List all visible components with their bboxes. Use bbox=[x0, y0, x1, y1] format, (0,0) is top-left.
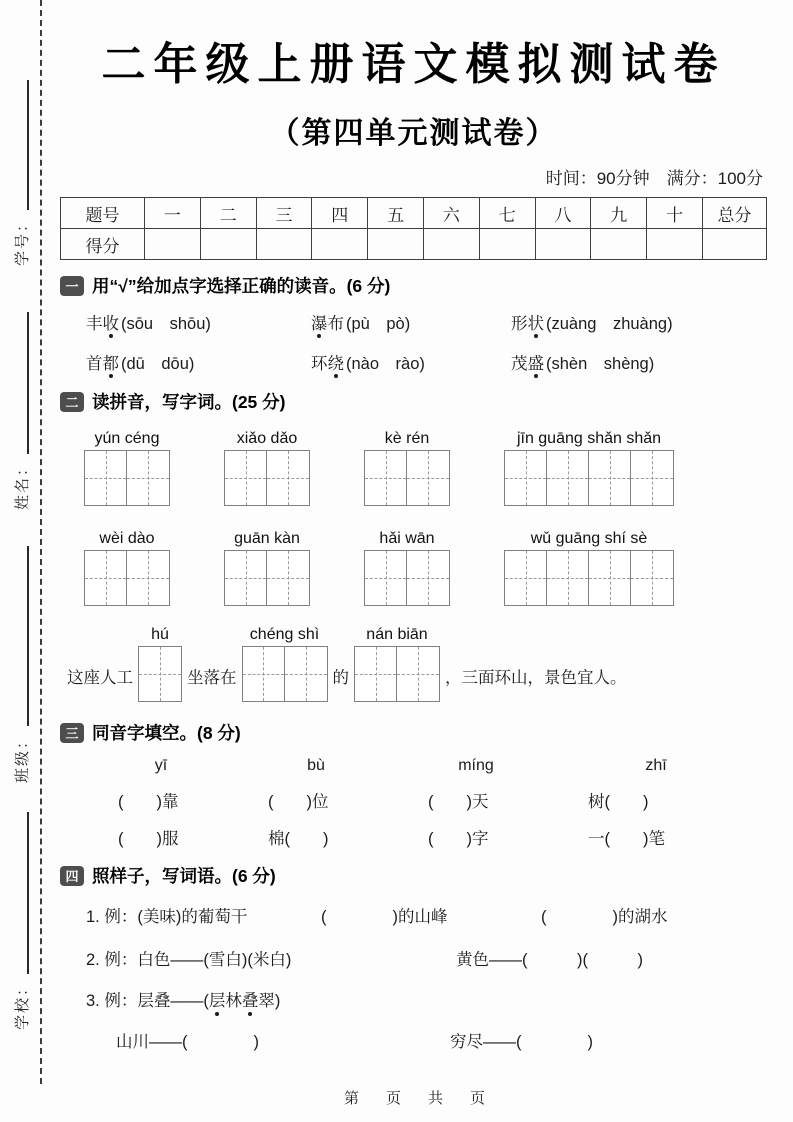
q3-number-badge: 三 bbox=[60, 723, 84, 743]
score-cell bbox=[423, 229, 479, 260]
pinyin-label: zhī bbox=[645, 757, 667, 774]
q4-blank: 穷尽——( ) bbox=[450, 1033, 593, 1051]
q4-line4 bbox=[86, 1028, 767, 1052]
score-table-header: 五 bbox=[368, 198, 424, 229]
pinyin-writing-box bbox=[224, 530, 310, 606]
pinyin-writing-box bbox=[84, 430, 170, 506]
writing-cell bbox=[267, 551, 309, 605]
writing-grid bbox=[504, 550, 674, 606]
writing-cell bbox=[505, 551, 547, 605]
writing-grid bbox=[224, 550, 310, 606]
q1-pinyin-options: (shèn shèng) bbox=[546, 355, 655, 373]
q2-row1 bbox=[84, 430, 767, 506]
score-table-header: 八 bbox=[535, 198, 591, 229]
pinyin-label: hú bbox=[151, 626, 169, 643]
student-name-field bbox=[0, 456, 42, 512]
pinyin-writing-box bbox=[504, 430, 674, 506]
class-field bbox=[0, 729, 42, 785]
writing-cell bbox=[365, 551, 407, 605]
pinyin-label: yún céng bbox=[94, 430, 160, 447]
writing-cell bbox=[225, 551, 267, 605]
q4-line3: 3. 例：层叠——( 层 林 叠 翠) bbox=[86, 987, 767, 1011]
pinyin-writing-box bbox=[364, 530, 450, 606]
q1-pinyin-options: (sōu shōu) bbox=[121, 315, 211, 333]
q4-line2 bbox=[86, 946, 767, 970]
sentence-text: 坐落在 bbox=[187, 669, 237, 687]
q1-items bbox=[86, 310, 767, 374]
school-field bbox=[0, 976, 42, 1032]
pinyin-writing-box bbox=[138, 626, 182, 702]
q2-number-badge: 二 bbox=[60, 392, 84, 412]
dotted-char: 瀑 bbox=[311, 315, 328, 333]
pinyin-writing-box bbox=[242, 626, 328, 702]
pinyin-label: jīn guāng shǎn shǎn bbox=[516, 430, 662, 447]
pinyin-label: míng bbox=[458, 757, 494, 774]
pinyin-label: guān kàn bbox=[234, 530, 300, 547]
q3-item: 树( ) bbox=[588, 793, 649, 811]
score-cell bbox=[368, 229, 424, 260]
q1-title: 用“√”给加点字选择正确的读音。(6 分) bbox=[92, 276, 391, 296]
fill-in-line bbox=[27, 312, 29, 454]
writing-cell bbox=[589, 551, 631, 605]
q4-blank: 黄色——( )( ) bbox=[456, 951, 643, 969]
writing-cell bbox=[225, 451, 267, 505]
dotted-char: 叠 bbox=[242, 987, 259, 1011]
score-cell bbox=[647, 229, 703, 260]
score-cell bbox=[703, 229, 767, 260]
writing-grid bbox=[364, 550, 450, 606]
writing-cell bbox=[355, 647, 397, 701]
school-label: 学校： bbox=[13, 978, 31, 1030]
q2-title: 读拼音，写字词。(25 分) bbox=[92, 392, 286, 412]
pinyin-label: nán biān bbox=[366, 626, 428, 643]
q1-word: 丰收 bbox=[86, 315, 119, 333]
page-footer: 第 页 共 页 bbox=[343, 1090, 491, 1107]
pinyin-label: kè rén bbox=[384, 430, 430, 447]
score-table-header: 一 bbox=[145, 198, 201, 229]
q1-pinyin-options: (dū dōu) bbox=[121, 355, 195, 373]
pinyin-writing-box bbox=[224, 430, 310, 506]
writing-grid bbox=[354, 646, 440, 702]
score-table-header: 题号 bbox=[61, 198, 145, 229]
seal-margin bbox=[0, 0, 42, 1084]
student-id-label: 学号： bbox=[13, 214, 31, 266]
q4-title: 照样子，写词语。(6 分) bbox=[92, 866, 276, 886]
q1-item bbox=[511, 310, 767, 334]
page-subtitle: （第四单元测试卷） bbox=[269, 117, 558, 150]
pinyin-writing-box bbox=[504, 530, 674, 606]
dotted-char: 收 bbox=[102, 315, 119, 333]
q1-word: 首都 bbox=[86, 355, 119, 373]
writing-grid bbox=[242, 646, 328, 702]
q1-pinyin-options: (pù pò) bbox=[346, 315, 411, 333]
q3-row1 bbox=[86, 788, 767, 812]
q2-row2 bbox=[84, 530, 767, 606]
sentence-text: 的 bbox=[332, 669, 349, 687]
pinyin-writing-box bbox=[84, 530, 170, 606]
student-id-field bbox=[0, 212, 42, 268]
q4-blank: ( )的山峰 bbox=[321, 908, 448, 926]
dotted-char: 都 bbox=[102, 355, 119, 373]
q4-number-badge: 四 bbox=[60, 866, 84, 886]
writing-cell bbox=[505, 451, 547, 505]
paper-body bbox=[42, 0, 793, 1122]
writing-cell bbox=[85, 451, 127, 505]
score-table-header: 三 bbox=[256, 198, 312, 229]
score-table-header: 二 bbox=[200, 198, 256, 229]
writing-cell bbox=[397, 647, 439, 701]
writing-cell bbox=[407, 451, 449, 505]
q3-item: ( )位 bbox=[268, 793, 329, 811]
q3-item: ( )字 bbox=[428, 830, 489, 848]
class-label: 班级： bbox=[13, 731, 31, 783]
writing-grid bbox=[224, 450, 310, 506]
q3-item: 棉( ) bbox=[268, 830, 329, 848]
q1-item bbox=[86, 350, 311, 374]
writing-grid bbox=[84, 550, 170, 606]
q1-word: 形状 bbox=[511, 315, 544, 333]
q1-pinyin-options: (nào rào) bbox=[346, 355, 425, 373]
pinyin-label: bù bbox=[307, 757, 325, 774]
writing-grid bbox=[504, 450, 674, 506]
sentence-text: 这座人工 bbox=[67, 669, 133, 687]
pinyin-label: wǔ guāng shí sè bbox=[530, 530, 648, 547]
writing-cell bbox=[285, 647, 327, 701]
score-cell bbox=[312, 229, 368, 260]
writing-grid bbox=[138, 646, 182, 702]
score-row-label: 得分 bbox=[61, 229, 145, 260]
score-cell bbox=[591, 229, 647, 260]
writing-cell bbox=[547, 551, 589, 605]
q1-item bbox=[511, 350, 767, 374]
score-table-header-row bbox=[61, 198, 767, 229]
q4-blank: 山川——( ) bbox=[116, 1033, 259, 1051]
q4-header bbox=[60, 863, 767, 888]
q1-item bbox=[86, 310, 311, 334]
q3-pinyin-headers bbox=[86, 757, 767, 775]
score-table-header: 六 bbox=[423, 198, 479, 229]
dotted-char: 状 bbox=[527, 315, 544, 333]
score-cell bbox=[535, 229, 591, 260]
dotted-char: 盛 bbox=[527, 355, 544, 373]
dotted-char: 绕 bbox=[327, 355, 344, 373]
pinyin-label: yī bbox=[154, 757, 168, 774]
q3-item: ( )服 bbox=[118, 830, 179, 848]
score-table-header: 总分 bbox=[703, 198, 767, 229]
score-cell bbox=[256, 229, 312, 260]
writing-cell bbox=[631, 551, 673, 605]
writing-cell bbox=[589, 451, 631, 505]
dotted-char: 层 bbox=[209, 987, 226, 1011]
page-title: 二年级上册语文模拟测试卷 bbox=[101, 40, 726, 89]
q3-header bbox=[60, 720, 767, 745]
q4-line1 bbox=[86, 903, 767, 927]
q1-word: 环绕 bbox=[311, 355, 344, 373]
score-table-header: 九 bbox=[591, 198, 647, 229]
score-table-header: 四 bbox=[312, 198, 368, 229]
pinyin-label: hǎi wān bbox=[379, 530, 435, 547]
fill-in-line bbox=[27, 546, 29, 726]
fill-in-line bbox=[27, 812, 29, 974]
q2-header bbox=[60, 389, 767, 414]
pinyin-writing-box bbox=[354, 626, 440, 702]
q1-header bbox=[60, 273, 767, 298]
q3-row2 bbox=[86, 825, 767, 849]
writing-cell bbox=[547, 451, 589, 505]
writing-cell bbox=[407, 551, 449, 605]
q3-item: ( )天 bbox=[428, 793, 489, 811]
writing-cell bbox=[127, 551, 169, 605]
q3-item: 一( )笔 bbox=[588, 830, 665, 848]
writing-cell bbox=[127, 451, 169, 505]
writing-cell bbox=[243, 647, 285, 701]
student-name-label: 姓名： bbox=[13, 458, 31, 510]
writing-grid bbox=[84, 450, 170, 506]
q1-word: 茂盛 bbox=[511, 355, 544, 373]
score-cell bbox=[145, 229, 201, 260]
score-cell bbox=[479, 229, 535, 260]
pinyin-label: wèi dào bbox=[99, 530, 155, 547]
q1-pinyin-options: (zuàng zhuàng) bbox=[546, 315, 673, 333]
q1-word: 瀑布 bbox=[311, 315, 344, 333]
pinyin-writing-box bbox=[364, 430, 450, 506]
writing-cell bbox=[267, 451, 309, 505]
writing-cell bbox=[85, 551, 127, 605]
q1-item bbox=[311, 350, 511, 374]
score-table-header: 十 bbox=[647, 198, 703, 229]
score-table bbox=[60, 197, 767, 260]
score-cell bbox=[200, 229, 256, 260]
pinyin-label: xiǎo dǎo bbox=[236, 430, 298, 447]
writing-cell bbox=[631, 451, 673, 505]
q2-sentence bbox=[62, 626, 767, 702]
q4-example: 2. 例：白色——(雪白)(米白) bbox=[86, 951, 292, 969]
q1-item bbox=[311, 310, 511, 334]
q3-title: 同音字填空。(8 分) bbox=[92, 723, 241, 743]
score-table-score-row bbox=[61, 229, 767, 260]
q4-blank: ( )的湖水 bbox=[541, 908, 668, 926]
sentence-text: ，三面环山，景色宜人。 bbox=[445, 669, 627, 687]
q4-example: 3. 例：层叠——( bbox=[86, 992, 209, 1010]
score-table-header: 七 bbox=[479, 198, 535, 229]
writing-cell bbox=[139, 647, 181, 701]
fill-in-line bbox=[27, 80, 29, 210]
writing-grid bbox=[364, 450, 450, 506]
q4-example: 1. 例：(美味)的葡萄干 bbox=[86, 908, 248, 926]
writing-cell bbox=[365, 451, 407, 505]
time-score-info: 时间：90分钟 满分：100分 bbox=[545, 169, 763, 188]
q1-number-badge: 一 bbox=[60, 276, 84, 296]
pinyin-label: chéng shì bbox=[249, 626, 320, 643]
q3-item: ( )靠 bbox=[118, 793, 179, 811]
